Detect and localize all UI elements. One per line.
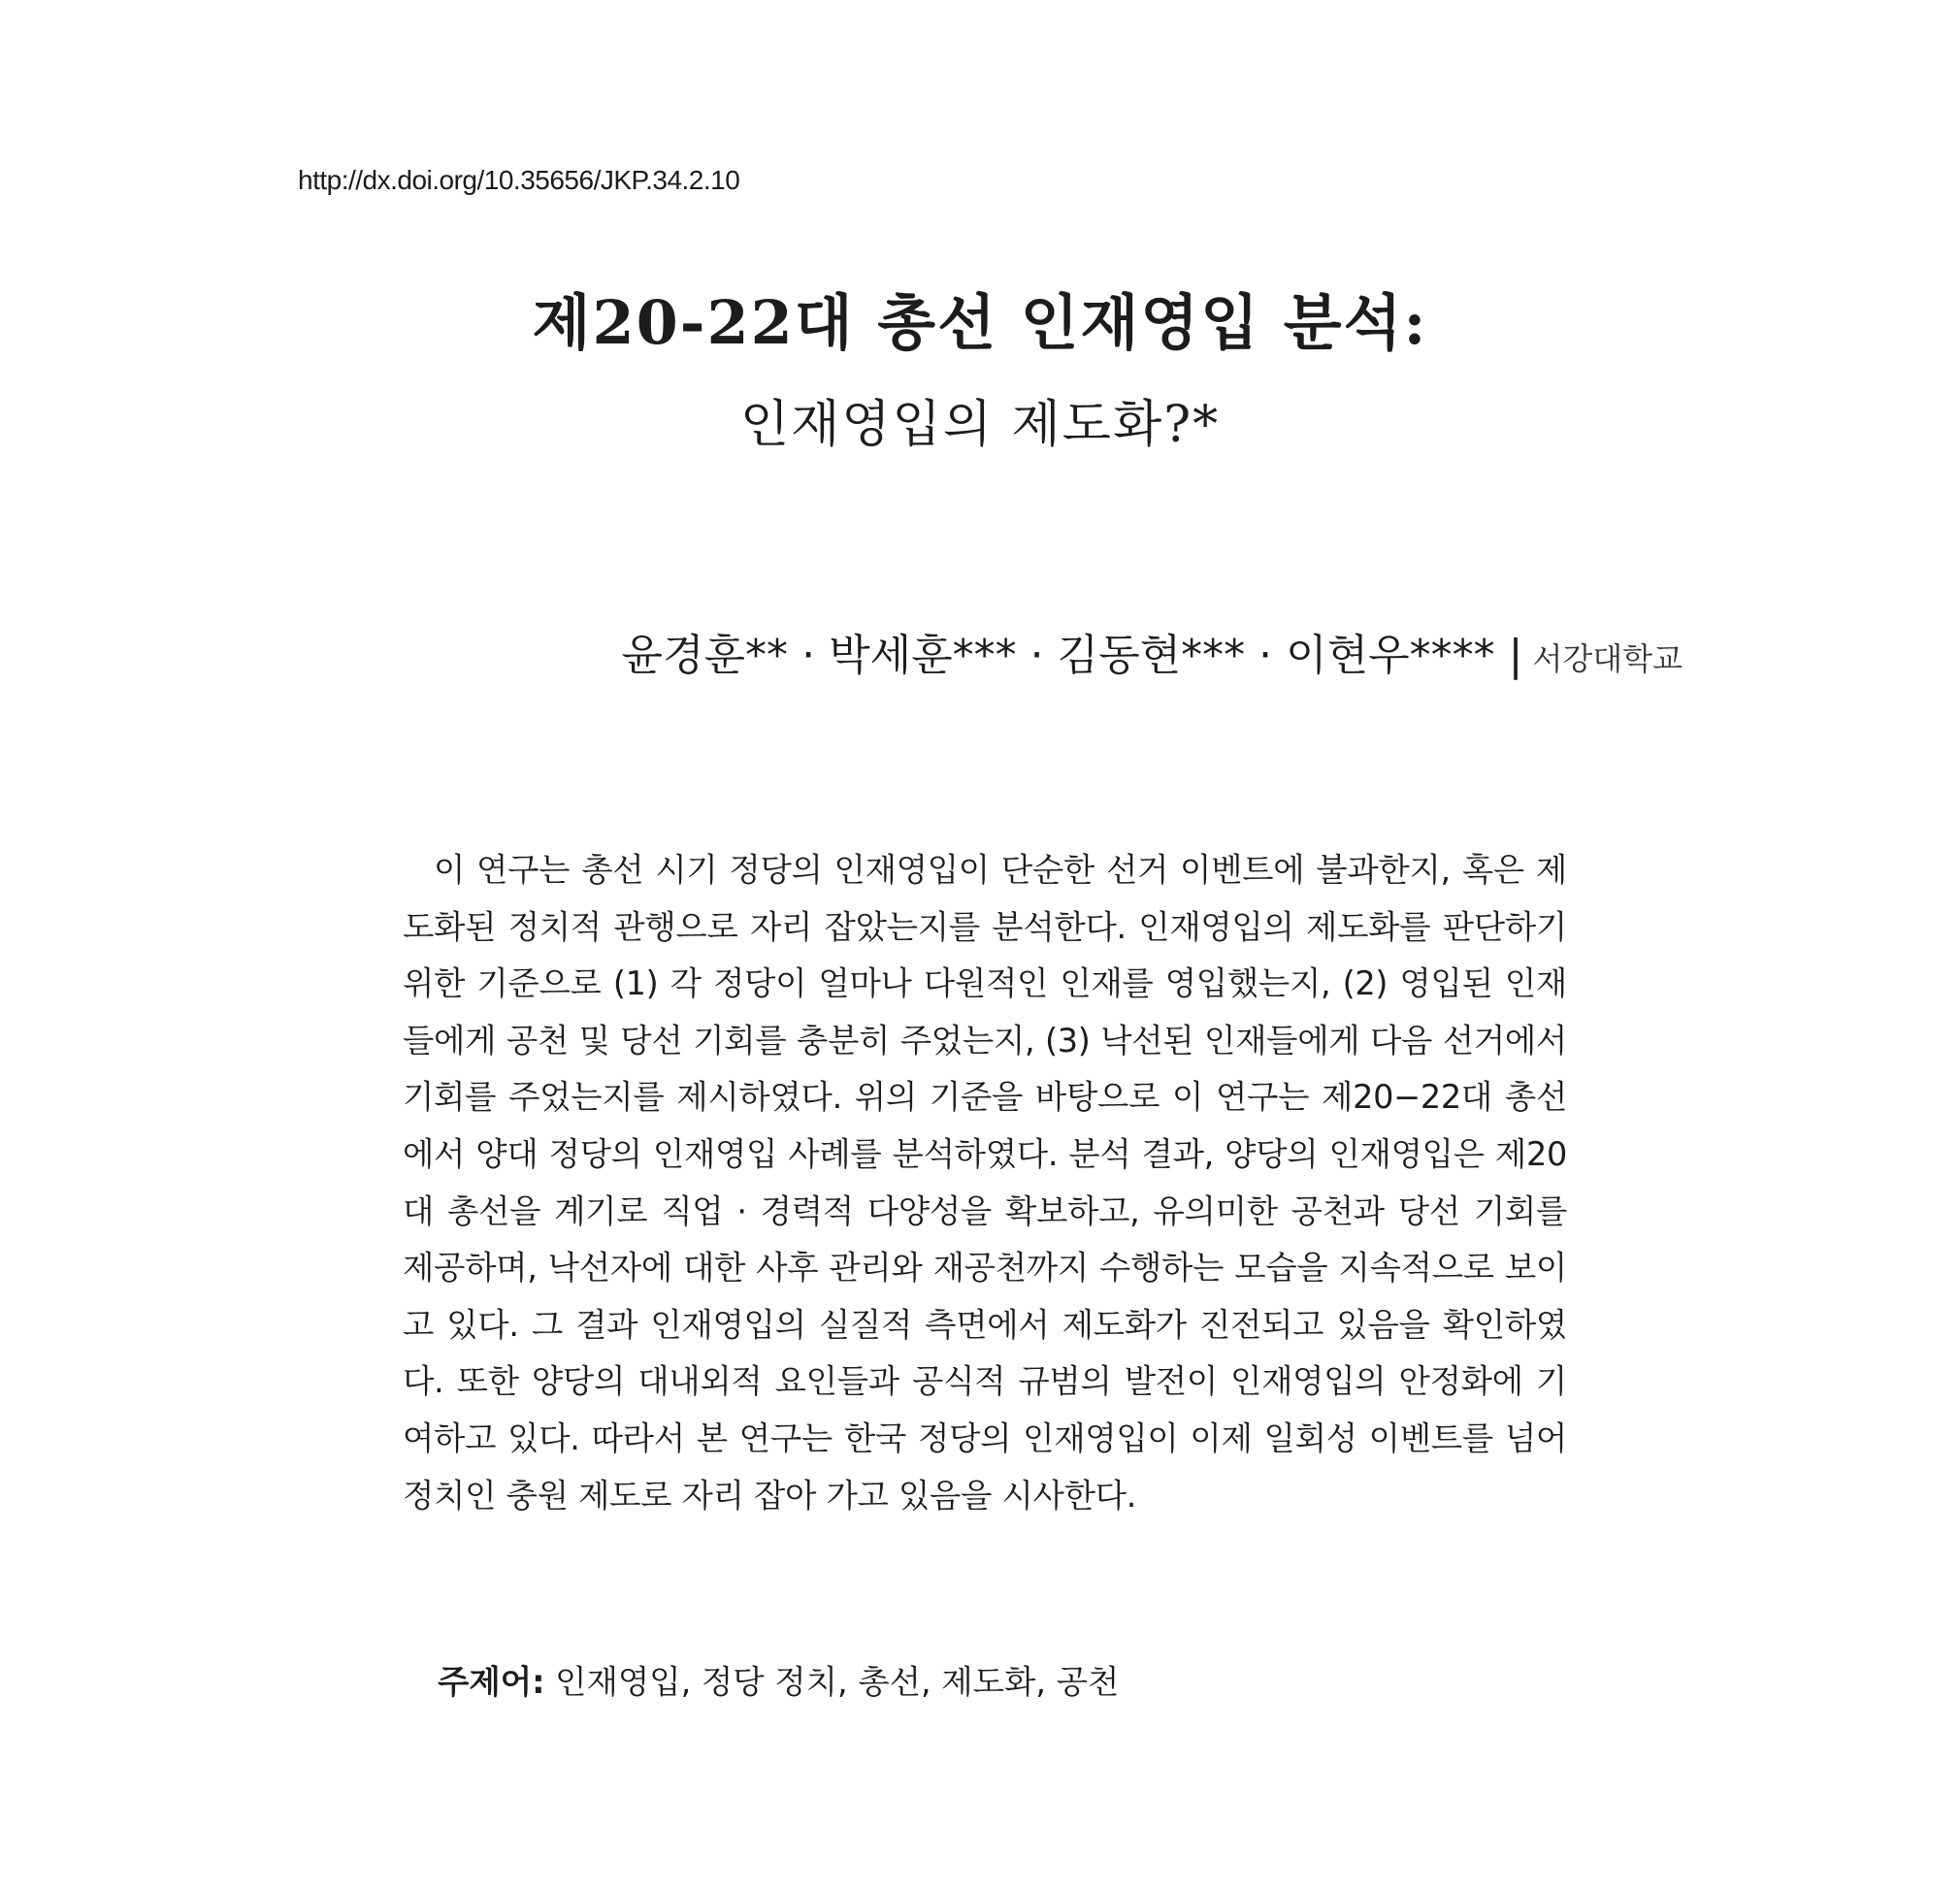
paper-subtitle: 인재영입의 제도화?*	[739, 396, 1221, 454]
keywords-list: 인재영입, 정당 정치, 총선, 제도화, 공천	[555, 1663, 1120, 1701]
paper-title: 제20-22대 총선 인재영입 분석:	[532, 287, 1428, 358]
author-affiliation: 서강대학교	[1532, 640, 1682, 677]
abstract-text: 이 연구는 총선 시기 정당의 인재영입이 단순한 선거 이벤트에 불과한지, 혹은 제도화된 정치적 관행으로 자리 잡았는지를 분석한다. 인재영입의 제도화를 판단하기 위한 기준으로 (1) 각 정당이 얼마나 다원적인 인재를 영입했는지, (2) 영입된 인재들에게 공천 및 당선 기회를 충분히 주었는지, (3) 낙선된 인재들에게 다음 선거에서 기회를 주었는지를 제시하였다. 위의 기준을 바탕으로 이 연구는 제20−22대 총선에서 양대 정당의 인재영입 사례를 분석하였다. 분석 결과, 양당의 인재영입은 제20대 총선을 계기로 직업 · 경력적 다양성을 확보하고, 유의미한 공천과 당선 기회를 제공하며, 낙선자에 대한 사후 관리와 재공천까지 수행하는 모습을 지속적으로 보이고 있다. 그 결과 인재영입의 실질적 측면에서 제도화가 진전되고 있음을 확인하였다. 또한 양당의 대내외적 요인들과 공식적 규범의 발전이 인재영입의 안정화에 기여하고 있다. 따라서 본 연구는 한국 정당의 인재영입이 이제 일회성 이벤트를 넘어 정치인 충원 제도로 자리 잡아 가고 있음을 시사한다.	[403, 851, 1567, 1515]
author-name: 박세훈***	[829, 631, 1017, 680]
keywords-label: 주제어:	[438, 1663, 545, 1701]
doi-link[interactable]: http://dx.doi.org/10.35656/JKP.34.2.10	[298, 165, 740, 195]
author-name: 김동현***	[1057, 631, 1246, 680]
keywords	[438, 1655, 1119, 1703]
author-separator: ·	[1258, 631, 1273, 680]
author-name: 윤경훈**	[621, 631, 789, 680]
author-separator: ·	[1029, 631, 1044, 680]
author-line	[622, 631, 1682, 682]
affiliation-divider: |	[1508, 631, 1523, 680]
author-name: 이현우****	[1286, 631, 1495, 680]
author-separator: ·	[801, 631, 816, 680]
